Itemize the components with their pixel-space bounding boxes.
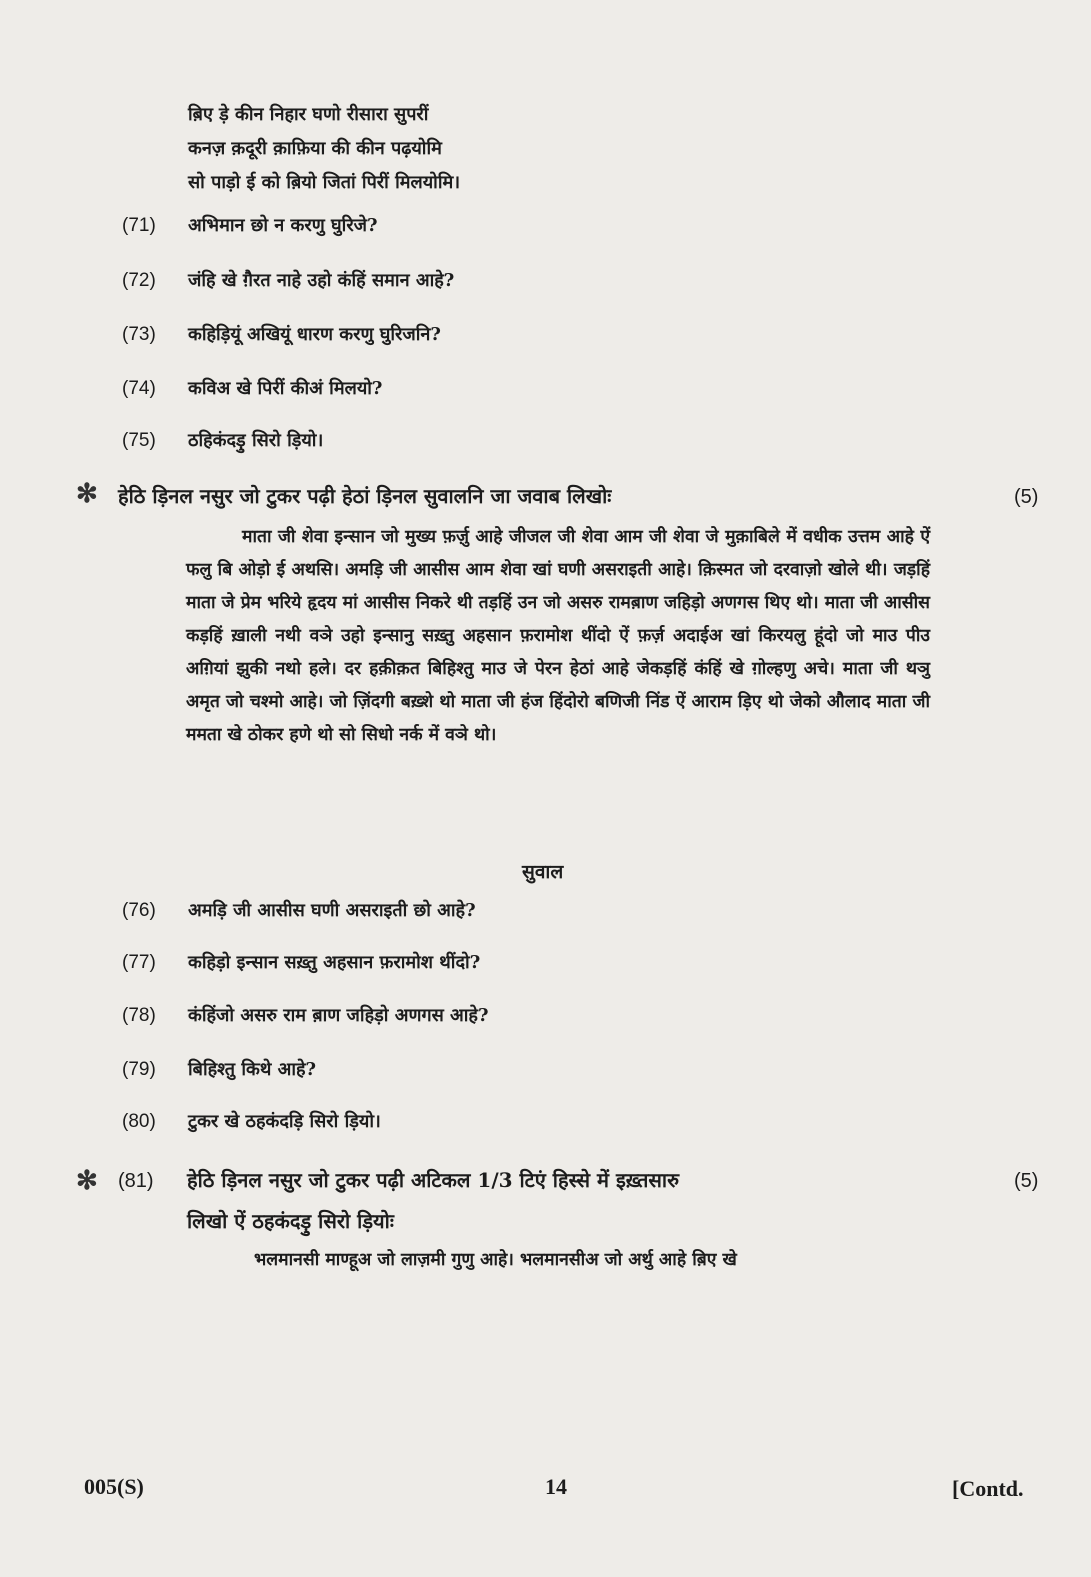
question-number: (75) [122, 430, 156, 451]
verse-line: सो पाड़ो ई को ब़ियो जितां पिरीं मिलयोमि। [188, 172, 461, 193]
section1-passage: माता जी शेवा इन्सान जो मुख्य फ़र्ज़ु आहे जीजल जी शेवा आम जी शेवा जे मुक़ाबिले में वधीक उत्तम आहे ऐं फलु बि ओड़ो ई अथसि। अमड़ि जी आसीस आम शेवा खां घणी असराइती आहे। क़िस्मत जो दरवाज़ो खोले थी। जड़हिं माता जे प्रेम भरिये हृदय मां आसीस निकरे थी तड़हिं उन जो असरु रामब़ाण जहिड़ो अणगस थिए थो। माता जी आसीस कड़हिं ख़ाली नथी वञे उहो इन्सानु सख़्तु अहसान फ़रामोश थींदो ऐं फ़र्ज़ अदाईअ खां किरयलु हूंदो जो माउ पीउ अग़ियां झुकी नथो हले। दर हक़ीक़त बिहिश्तु माउ जे पेरन हेठां आहे जेकड़हिं कंहिं खे ग़ोल्हणु अचे। माता जी थञु अमृत जो चश्मो आहे। जो ज़िंदगी बख़्शे थो माता जी हंज हिंदोरो बणिजी निंड ऐं आराम ड़िए थो जेको औलाद माता जी ममता खे ठोकर हणे थो सो सिधो नर्क में वञे थो। [186, 527, 930, 745]
question-number: (71) [122, 215, 156, 236]
section2-instruction-line2: लिखो ऐं ठहकंदड़ु सिरो ड़ियोः [187, 1209, 394, 1233]
question-75 [122, 428, 323, 452]
question-text: अमड़ि जी आसीस घणी असराइती छो आहे? [188, 900, 476, 921]
poem-verse [188, 98, 460, 200]
question-text: कविअ खे पिरीं कीअं मिलयो? [188, 378, 383, 399]
question-72 [122, 268, 454, 292]
question-text: कहिड़ो इन्सान सख़्तु अहसान फ़रामोश थींदो? [188, 952, 481, 973]
question-76 [122, 898, 476, 922]
question-text: अभिमान छो न करणु घुरिजे? [188, 215, 378, 236]
continued-label: [Contd. [952, 1476, 1024, 1501]
question-text: कंहिंजो असरु राम ब़ाण जहिड़ो अणगस आहे? [188, 1005, 489, 1026]
question-80 [122, 1109, 381, 1133]
question-text: ठहिकंदड़ु सिरो ड़ियो। [188, 430, 324, 451]
question-number: (73) [122, 324, 156, 345]
section2-passage: भलमानसी माण्हूअ जो लाज़मी गुणु आहे। भलमानसीअ जो अर्थु आहे ब़िए खे [254, 1250, 737, 1270]
question-number: (79) [122, 1059, 156, 1080]
question-81-number [118, 1168, 154, 1193]
verse-line: कनज़ क़दूरी क़ाफ़िया की कीन पढ़योमि [188, 138, 442, 159]
section2-marks: (5) [1014, 1170, 1039, 1192]
question-78 [122, 1003, 489, 1027]
question-74 [122, 376, 382, 400]
questions-heading: सुवाल [522, 861, 564, 883]
paper-code: 005(S) [84, 1474, 144, 1499]
question-73 [122, 322, 441, 346]
section2-instruction-line1: हेठि ड़िनल नसुर जो टुकर पढ़ी अटिकल 1/3 टिएं हिस्से में इख़्तसारु [187, 1168, 680, 1192]
question-number: (80) [122, 1111, 156, 1132]
question-number: (78) [122, 1005, 156, 1026]
question-number: (77) [122, 952, 156, 973]
question-number: (81) [118, 1170, 154, 1192]
question-text: जंहि खे ग़ैरत नाहे उहो कंहिं समान आहे? [188, 270, 455, 291]
question-text: कहिड़ियूं अखियूं धारण करणु घुरिजनि? [188, 324, 441, 345]
question-71 [122, 213, 378, 237]
question-79 [122, 1057, 316, 1081]
section1-marks: (5) [1014, 486, 1039, 508]
question-77 [122, 950, 480, 974]
section1-instruction: हेठि ड़िनल नसुर जो टुकर पढ़ी हेठां ड़िनल सुवालनि जा जवाब लिखोः [118, 484, 612, 508]
question-number: (74) [122, 378, 156, 399]
question-text: बिहिश्तु किथे आहे? [188, 1059, 317, 1080]
verse-line: ब़िए ड़े कीन निहार घणो रीसारा सुपरीं [188, 104, 429, 125]
question-number: (72) [122, 270, 156, 291]
asterisk-icon: ✻ [76, 479, 98, 509]
question-number: (76) [122, 900, 156, 921]
asterisk-icon: ✻ [76, 1166, 98, 1196]
question-text: टुकर खे ठहकंदड़ि सिरो ड़ियो। [188, 1111, 381, 1132]
page-number: 14 [545, 1474, 567, 1499]
